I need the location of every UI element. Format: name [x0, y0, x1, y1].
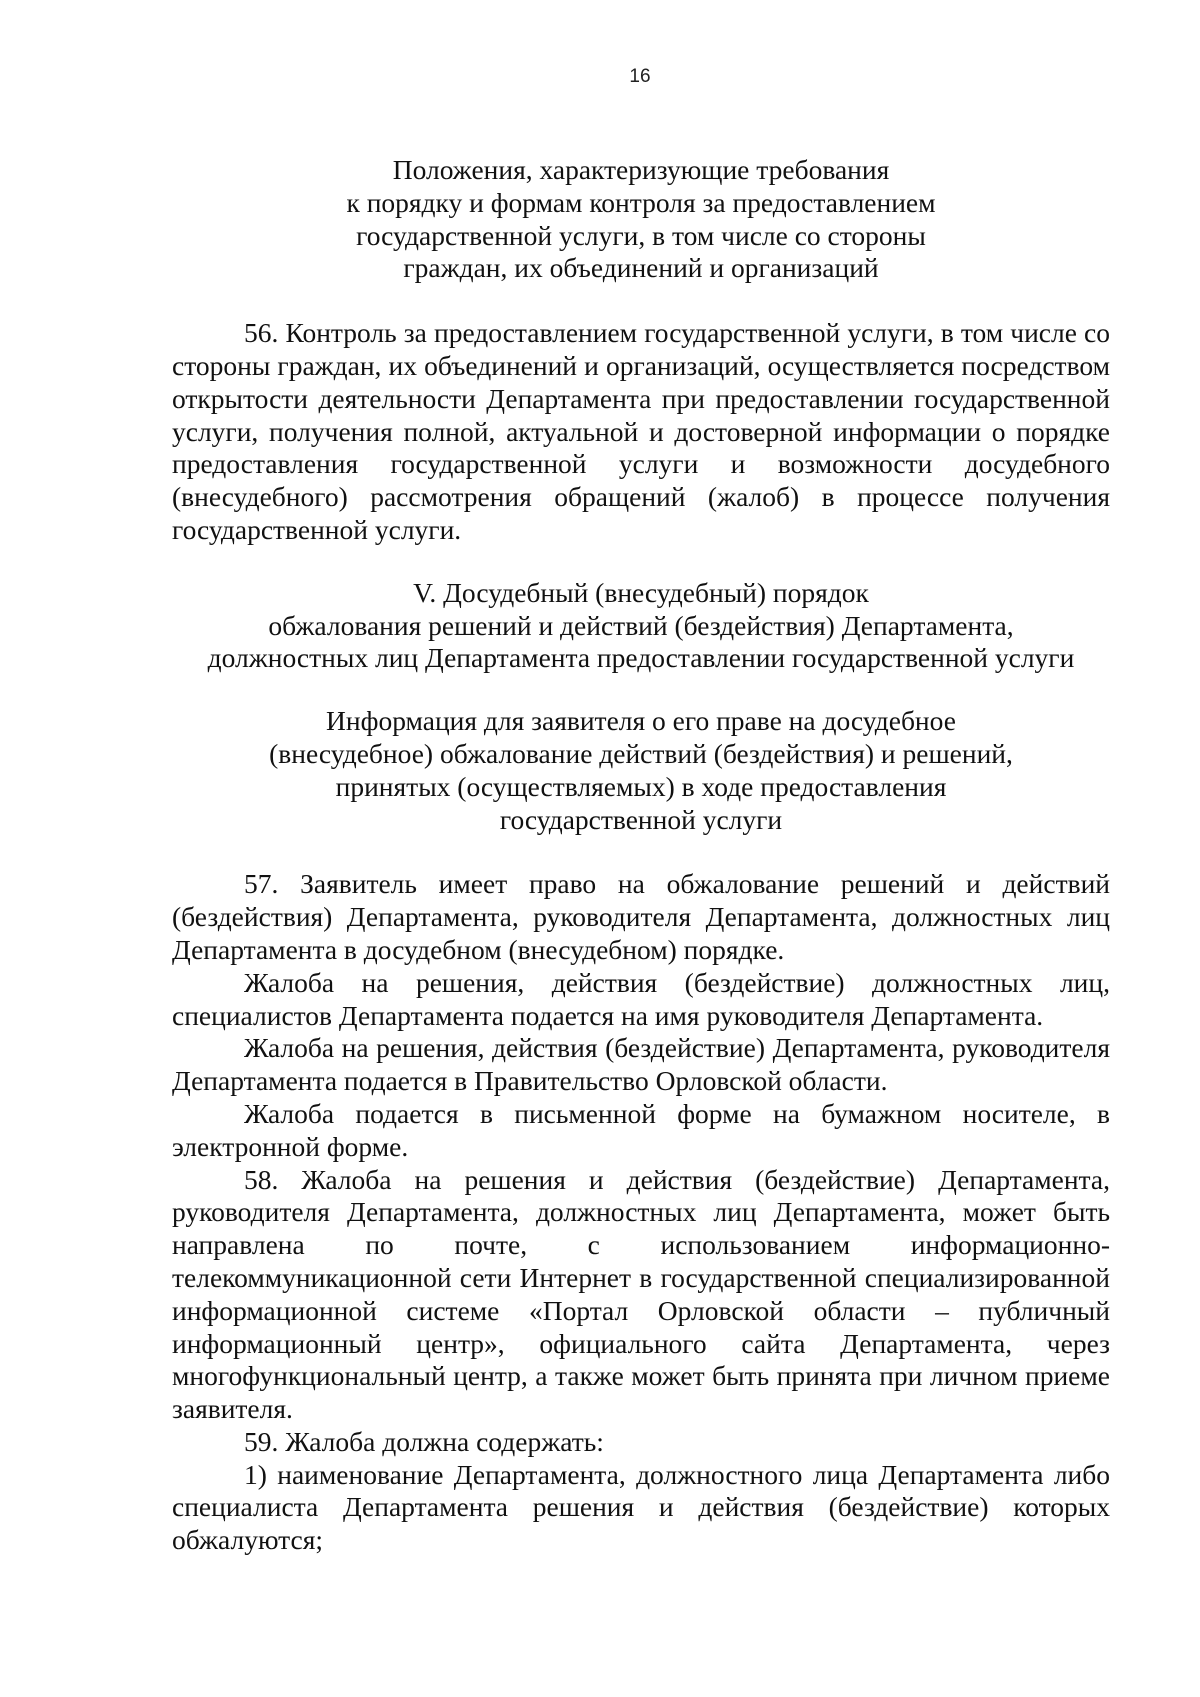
heading-line: обжалования решений и действий (бездействия) Департамента, — [268, 609, 1014, 641]
heading-line: Положения, характеризующие требования — [392, 154, 890, 185]
heading-line: (внесудебное) обжалование действий (бездействия) и решений, — [269, 737, 1013, 769]
heading-section-5 — [172, 577, 1110, 675]
paragraph-59: 59. Жалоба должна содержать: — [244, 1425, 604, 1457]
heading-line: граждан, их объединений и организаций — [403, 252, 879, 284]
paragraph-58: 58. Жалоба на решения и действия (бездействие) Департамента, руководителя Департамента, должностных лиц Департамента, может быть направлена по почте, с использованием информационно-телекоммуникационной сети Интернет в государственной специализированной информационной системе «Портал Орловской области – публичный информационный центр», официального сайта Департамента, через многофункциональный центр, а также может быть принята при личном приеме заявителя. — [172, 1163, 1110, 1425]
document-body — [172, 154, 1110, 1557]
heading-line: к порядку и формам контроля за предоставлением — [346, 186, 936, 218]
heading-line: принятых (осуществляемых) в ходе предоставления — [335, 770, 947, 802]
heading-control-requirements — [172, 154, 1110, 285]
paragraph-complaint-officials: Жалоба на решения, действия (бездействие) должностных лиц, специалистов Департамента подается на имя руководителя Департамента. — [172, 966, 1110, 1031]
paragraph-complaint-form: Жалоба подается в письменной форме на бумажном носителе, в электронной форме. — [172, 1097, 1110, 1162]
paragraph-59-item-1: 1) наименование Департамента, должностного лица Департамента либо специалиста Департамента решения и действия (бездействие) которых обжалуются; — [172, 1458, 1110, 1556]
paragraph-57: 57. Заявитель имеет право на обжалование решений и действий (бездействия) Департамента, руководителя Департамента, должностных лиц Департамента в досудебном (внесудебном) порядке. — [172, 868, 1110, 965]
page-number: 16 — [629, 66, 651, 87]
paragraph-complaint-department: Жалоба на решения, действия (бездействие) Департамента, руководителя Департамента подается в Правительство Орловской области. — [172, 1032, 1110, 1097]
heading-line: государственной услуги, в том числе со стороны — [356, 219, 926, 251]
heading-line: Информация для заявителя о его праве на досудебное — [326, 705, 956, 737]
heading-applicant-information — [172, 705, 1110, 836]
heading-line: должностных лиц Департамента предоставлении государственной услуги — [207, 642, 1075, 674]
heading-line: государственной услуги — [499, 803, 783, 835]
paragraph-56: 56. Контроль за предоставлением государственной услуги, в том числе со стороны граждан, их объединений и организаций, осуществляется посредством открытости деятельности Департамента при предоставлении государственной услуги, получения полной, актуальной и достоверной информации о порядке предоставления государственной услуги и возможности досудебного (внесудебного) рассмотрения обращений (жалоб) в процессе получения государственной услуги. — [172, 317, 1110, 545]
heading-line: V. Досудебный (внесудебный) порядок — [413, 576, 869, 608]
